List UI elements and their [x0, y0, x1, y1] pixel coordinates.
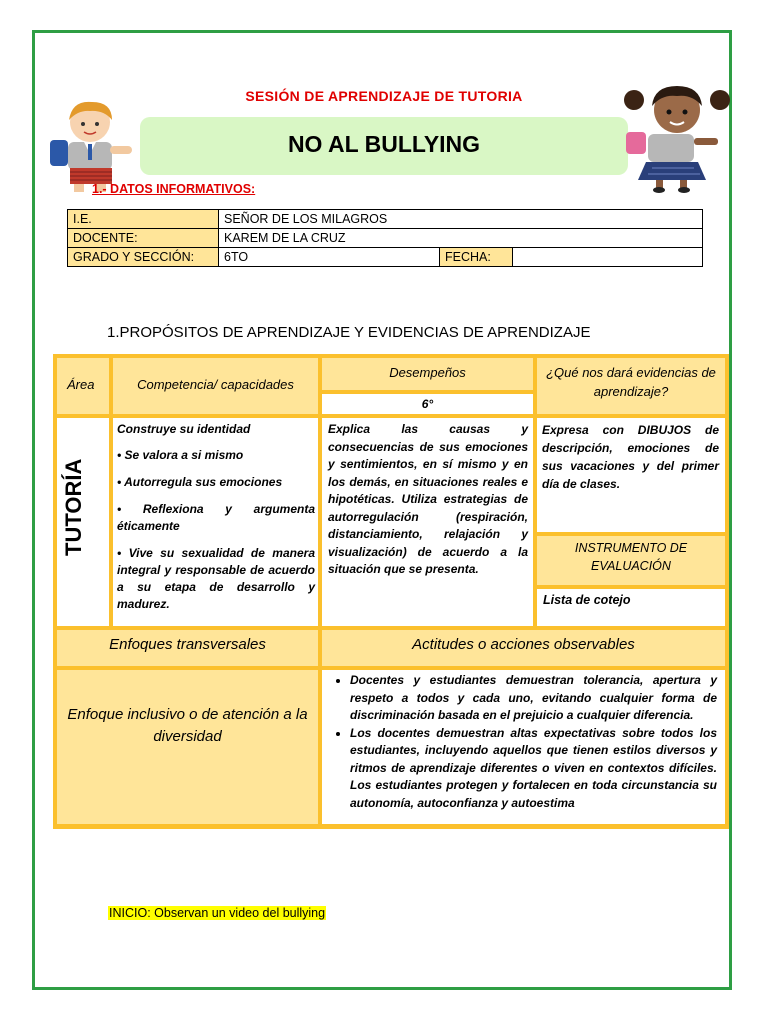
area-tutoria: TUTORÍA [61, 458, 86, 556]
capacidad-item: • Autorregula sus emociones [117, 475, 283, 489]
capacidad-item: • Se valora a si mismo [117, 448, 244, 462]
area-cell [57, 418, 109, 626]
table-row [68, 229, 703, 248]
actitudes-list [326, 672, 717, 812]
purposes-title: 1.PROPÓSITOS DE APRENDIZAJE Y EVIDENCIAS DE APRENDIZAJE [107, 324, 591, 341]
enfoque-cell: Enfoque inclusivo o de atención a la diversidad [57, 670, 318, 824]
capacidad-item: • Vive su sexualidad de manera integral y responsable de acuerdo a su etapa de desarrollo y madurez. [117, 546, 315, 611]
competencia-title: Construye su identidad [117, 422, 251, 436]
fecha-value [513, 248, 703, 267]
evidencias-header: ¿Qué nos dará evidencias de aprendizaje? [537, 358, 725, 414]
grade-cell: 6° [322, 394, 533, 414]
datos-informativos-table [67, 209, 703, 267]
grado-value: 6TO [219, 248, 440, 267]
section-datos-informativos: 1.- DATOS INFORMATIVOS: [92, 182, 256, 196]
ie-value: SEÑOR DE LOS MILAGROS [219, 210, 703, 229]
instrumento-cell: Lista de cotejo [537, 589, 725, 626]
docente-label: DOCENTE: [68, 229, 219, 248]
ie-label: I.E. [68, 210, 219, 229]
list-item: • Docentes y estudiantes demuestran tolerancia, apertura y respeto a todos y cada uno, evitando cualquier forma de discriminación basada en el prejuicio a cualquier diferencia. [350, 672, 717, 725]
area-header: Área [57, 358, 109, 414]
capacidad-item: • Reflexiona y argumenta éticamente [117, 502, 315, 533]
banner-title: NO AL BULLYING [287, 131, 481, 157]
fecha-label: FECHA: [440, 248, 513, 267]
girl-student-illustration [622, 82, 736, 194]
docente-value: KAREM DE LA CRUZ [219, 229, 703, 248]
grado-label: GRADO Y SECCIÓN: [68, 248, 219, 267]
instrumento-header: INSTRUMENTO DE EVALUACIÓN [537, 536, 725, 585]
evidencia-cell: Expresa con DIBUJOS de descripción, emociones de sus vacaciones y del primer día de clases. [537, 418, 725, 532]
purposes-table [53, 354, 729, 829]
boy-student-illustration [38, 98, 144, 194]
competencia-header: Competencia/ capacidades [113, 358, 318, 414]
actitudes-cell [322, 670, 725, 824]
list-item: • Los docentes demuestran altas expectativas sobre todos los estudiantes, incluyendo aquellos que tienen estilos diversos y ritmos de aprendizaje diferentes o viven en contextos difíciles. Los estudiantes protegen y fortalecen en toda circunstancia su autonomía, autoconfianza y autoestima [350, 725, 717, 813]
actitudes-header: Actitudes o acciones observables [322, 630, 725, 666]
title-banner [140, 117, 628, 175]
session-title: SESIÓN DE APRENDIZAJE DE TUTORIA [245, 88, 523, 104]
desempeno-cell: Explica las causas y consecuencias de sus emociones y sentimientos, en sí mismo y en los demás, en situaciones reales e hipotéticas. Utiliza estrategias de autorregulación (respiración, distanciamiento, relajación y visualización) de acuerdo a la situación que se presenta. [322, 418, 533, 626]
desempenos-header: Desempeños [322, 358, 533, 390]
table-row [68, 210, 703, 229]
competencia-cell [113, 418, 318, 626]
table-row [68, 248, 703, 267]
enfoques-header: Enfoques transversales [57, 630, 318, 666]
inicio-note: INICIO: Observan un video del bullying [109, 906, 326, 920]
